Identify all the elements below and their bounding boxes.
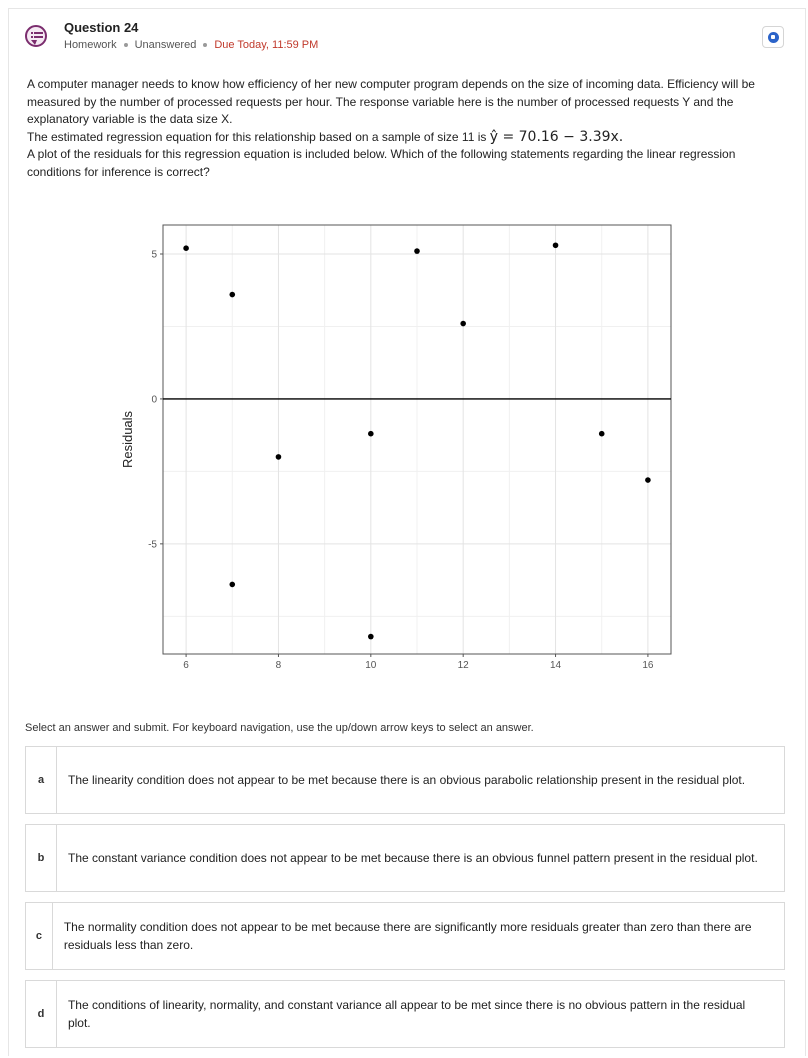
bookmark-button[interactable] bbox=[762, 26, 784, 48]
choice-text: The constant variance condition does not appear to be met because there is an obvious funnel pattern present in the residual plot. bbox=[68, 851, 758, 865]
x-tick-label: 8 bbox=[275, 660, 282, 671]
question-icon bbox=[25, 25, 47, 47]
residual-point bbox=[183, 245, 189, 251]
residual-point bbox=[553, 242, 559, 248]
stem-paragraph-2 bbox=[27, 129, 787, 147]
choice-a[interactable] bbox=[25, 746, 785, 814]
choice-letter: b bbox=[26, 825, 57, 891]
choice-text: The conditions of linearity, normality, and constant variance all appear to be met since there is no obvious pattern in the residual plot. bbox=[67, 998, 746, 1030]
residual-point bbox=[276, 454, 282, 460]
residual-point bbox=[414, 248, 420, 254]
regression-equation: ŷ = 70.16 − 3.39x. bbox=[489, 128, 624, 145]
question-meta bbox=[64, 39, 318, 51]
stem-paragraph-3: A plot of the residuals for this regression equation is included below. Which of the following statements regarding the linear regression conditions for inference is correct? bbox=[27, 147, 736, 179]
status-label: Unanswered bbox=[134, 39, 197, 51]
separator-dot bbox=[124, 43, 128, 47]
residual-plot bbox=[110, 216, 690, 676]
choice-b[interactable] bbox=[25, 824, 785, 892]
residual-point bbox=[229, 582, 235, 588]
choice-letter: c bbox=[26, 903, 53, 969]
residual-point bbox=[645, 477, 651, 483]
choice-letter: a bbox=[26, 747, 57, 813]
separator-dot bbox=[203, 43, 207, 47]
stem-equation-prefix: The estimated regression equation for this relationship based on a sample of size 11 is bbox=[27, 129, 487, 144]
residual-point bbox=[368, 431, 374, 437]
instruction-text: Select an answer and submit. For keyboard navigation, use the up/down arrow keys to select an answer. bbox=[25, 722, 534, 734]
stem-paragraph-1: A computer manager needs to know how efficiency of her new computer program depends on the size of incoming data. Efficiency will be measured by the number of processed requests per hour. The response variable here is the number of processed requests Y and the explanatory variable is the data size X. bbox=[27, 77, 755, 126]
choice-letter: d bbox=[26, 981, 57, 1047]
y-axis-label: Residuals bbox=[120, 410, 135, 469]
choice-c[interactable] bbox=[25, 902, 785, 970]
choice-text: The normality condition does not appear to be met because there are significantly more residuals greater than zero than there are residuals less than zero. bbox=[63, 920, 752, 952]
residual-point bbox=[368, 634, 374, 640]
x-tick-label: 16 bbox=[642, 660, 654, 671]
x-tick-label: 12 bbox=[457, 660, 469, 671]
residual-point bbox=[599, 431, 605, 437]
x-tick-label: 14 bbox=[549, 660, 562, 671]
question-title: Question 24 bbox=[64, 20, 139, 35]
residual-point bbox=[460, 321, 466, 327]
y-tick-label: -5 bbox=[148, 539, 157, 551]
x-tick-label: 6 bbox=[183, 660, 189, 671]
y-tick-label: 0 bbox=[151, 394, 157, 406]
due-date-label: Due Today, 11:59 PM bbox=[214, 39, 319, 51]
x-tick-label: 10 bbox=[365, 660, 377, 671]
y-tick-label: 5 bbox=[151, 249, 157, 261]
bookmark-icon bbox=[768, 32, 779, 43]
question-stem bbox=[27, 76, 787, 181]
choice-d[interactable] bbox=[25, 980, 785, 1048]
category-label: Homework bbox=[64, 39, 117, 51]
choice-text: The linearity condition does not appear to be met because there is an obvious parabolic relationship present in the residual plot. bbox=[68, 773, 746, 787]
residual-point bbox=[229, 292, 235, 298]
